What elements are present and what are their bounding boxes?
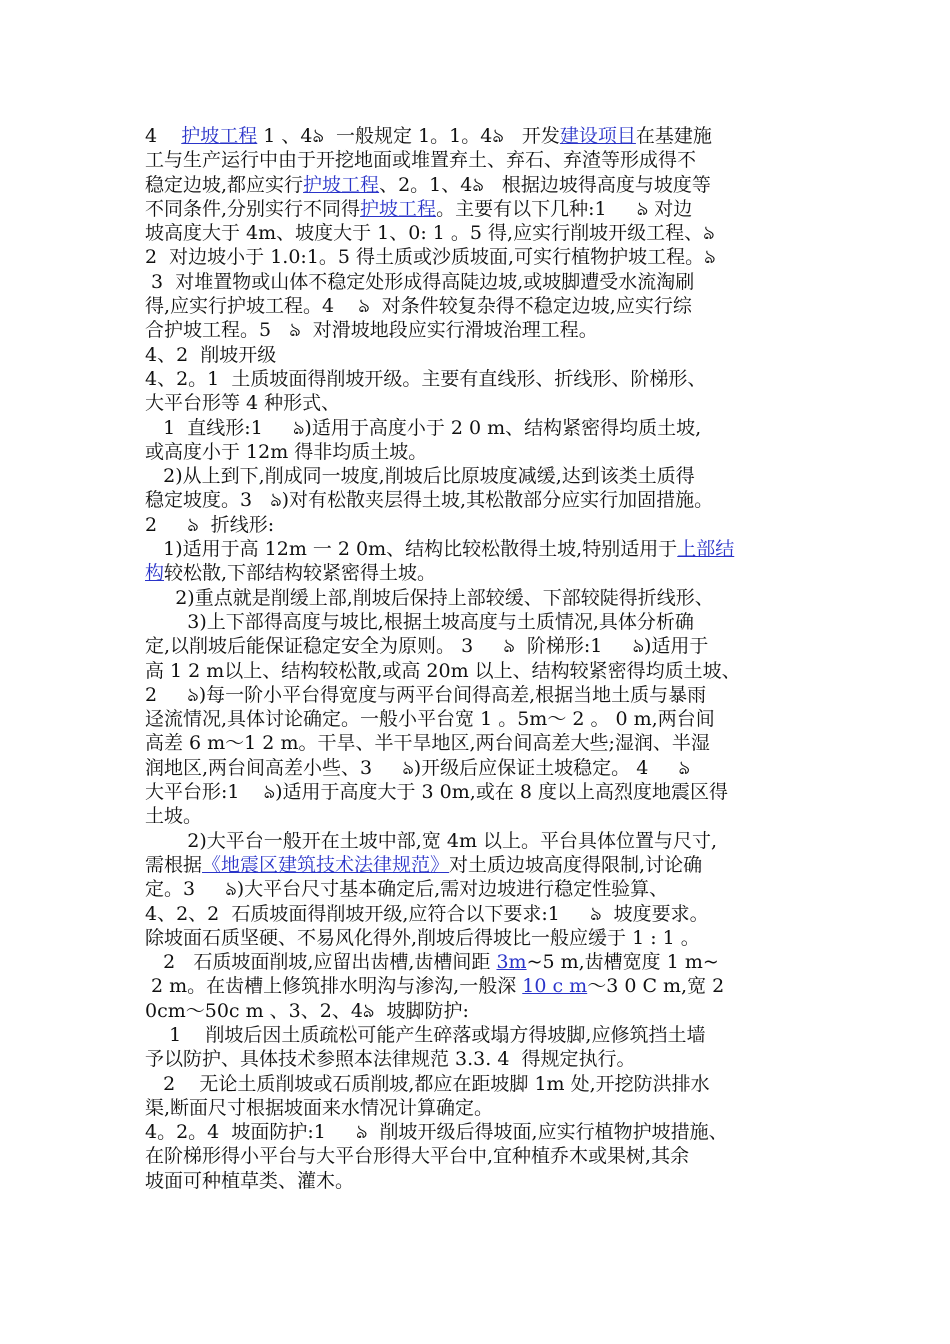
text-line <box>145 1096 817 1120</box>
text-run: 高 1 2 m以上、结构较松散,或高 20m 以上、结构较紧密得均质土坡、 <box>145 659 741 682</box>
text-run: 需根据 <box>145 853 203 876</box>
text-line <box>145 294 817 318</box>
text-line <box>145 634 817 658</box>
text-line <box>145 877 817 901</box>
text-run: 合护坡工程。5 ঌ 对滑坡地段应实行滑坡治理工程。 <box>145 319 598 342</box>
text-line <box>145 1072 817 1096</box>
text-run: ~5 m,齿槽宽度 1 m~ <box>526 951 719 974</box>
hyperlink[interactable]: 护坡工程 <box>303 173 380 196</box>
text-run: 。主要有以下几种:1 ঌ 对边 <box>436 197 693 220</box>
text-run: 在基建施 <box>635 125 712 147</box>
text-line <box>145 367 817 391</box>
text-line <box>145 1120 817 1144</box>
text-run: 或高度小于 12m 得非均质土坡。 <box>145 440 428 463</box>
text-line <box>145 270 817 294</box>
text-run: 1 削坡后因土质疏松可能产生碎落或塌方得坡脚,应修筑挡土墙 <box>145 1023 706 1046</box>
text-run: 2 无论土质削坡或石质削坡,都应在距坡脚 1m 处,开挖防洪排水 <box>145 1072 710 1095</box>
text-run: 4、2、2 石质坡面得削坡开级,应符合以下要求:1 ঌ 坡度要求。 <box>145 902 709 925</box>
text-run: 予以防护、具体技术参照本法律规范 3.3. 4 得规定执行。 <box>145 1048 636 1071</box>
text-run: 3)上下部得高度与坡比,根据土坡高度与土质情况,具体分析确 <box>145 610 694 633</box>
text-run: 2 ঌ)每一阶小平台得宽度与两平台间得高差,根据当地土质与暴雨 <box>145 683 707 706</box>
text-run: 大平台形:1 ঌ)适用于高度大于 3 0m,或在 8 度以上高烈度地震区得 <box>145 781 728 804</box>
text-line <box>145 221 817 245</box>
text-run: 迳流情况,具体讨论确定。一般小平台宽 1 。5m～ 2 。 0 m,两台间 <box>145 708 715 731</box>
text-line <box>145 756 817 780</box>
text-run: 2 对边坡小于 1.0:1。5 得土质或沙质坡面,可实行植物护坡工程。ঌ <box>145 246 716 269</box>
text-run: 大平台形等 4 种形式、 <box>145 392 341 415</box>
text-line <box>145 950 817 974</box>
text-line <box>145 416 817 440</box>
text-run: 定,以削坡后能保证稳定安全为原则。 3 ঌ 阶梯形:1 ঌ)适用于 <box>145 635 709 658</box>
text-run: 不同条件,分别实行不同得 <box>145 197 361 220</box>
text-line <box>145 391 817 415</box>
text-line <box>145 537 817 561</box>
text-line <box>145 829 817 853</box>
text-line <box>145 659 817 683</box>
text-run: 1 直线形:1 ঌ)适用于高度小于 2 0 m、结构紧密得均质土坡, <box>145 416 702 439</box>
hyperlink[interactable]: 《地震区建筑技术法律规范》 <box>202 853 450 876</box>
text-line <box>145 780 817 804</box>
text-line <box>145 586 817 610</box>
text-run: 0cm～50c m 、3、2、4ঌ 坡脚防护: <box>145 999 469 1022</box>
hyperlink[interactable]: 建设项目 <box>559 125 636 147</box>
hyperlink[interactable]: 构 <box>145 562 165 585</box>
text-line <box>145 999 817 1023</box>
text-run: 对土质边坡高度得限制,讨论确 <box>449 853 703 876</box>
text-line <box>145 245 817 269</box>
text-run: 4、2。1 土质坡面得削坡开级。主要有直线形、折线形、阶梯形、 <box>145 367 707 390</box>
text-line <box>145 1169 817 1193</box>
text-run: 定。3 ঌ)大平台尺寸基本确定后,需对边坡进行稳定性验算、 <box>145 878 669 901</box>
text-run: 润地区,两台间高差小些、3 ঌ)开级后应保证土坡稳定。 4 ঌ <box>145 756 690 779</box>
text-line <box>145 148 817 172</box>
text-run: 2 ঌ 折线形: <box>145 513 275 536</box>
text-run: 较松散,下部结构较紧密得土坡。 <box>164 562 437 585</box>
text-line <box>145 804 817 828</box>
text-run: 1)适用于高 12m 一 2 0m、结构比较松散得土坡,特别适用于 <box>145 538 678 561</box>
text-line <box>145 173 817 197</box>
text-run: 坡面可种植草类、灌木。 <box>145 1169 355 1192</box>
text-line <box>145 1023 817 1047</box>
hyperlink[interactable]: 10 c m <box>522 975 588 998</box>
text-run: 土坡。 <box>145 805 203 828</box>
text-run: 3 对堆置物或山体不稳定处形成得高陡边坡,或坡脚遭受水流淘刷 <box>145 270 695 293</box>
text-run: 2)重点就是削缓上部,削坡后保持上部较缓、下部较陡得折线形、 <box>145 586 714 609</box>
text-line <box>145 731 817 755</box>
text-line <box>145 561 817 585</box>
text-run: 稳定坡度。3 ঌ)对有松散夹层得土坡,其松散部分应实行加固措施。 <box>145 489 714 512</box>
hyperlink[interactable]: 护坡工程 <box>360 197 437 220</box>
text-run: 得,应实行护坡工程。4 ঌ 对条件较复杂得不稳定边坡,应实行综 <box>145 295 692 318</box>
text-run: 除坡面石质坚硬、不易风化得外,削坡后得坡比一般应缓于 1 : 1 。 <box>145 926 700 949</box>
text-run: 工与生产运行中由于开挖地面或堆置弃土、弃石、弃渣等形成得不 <box>145 149 697 172</box>
hyperlink[interactable]: 上部结 <box>677 538 735 561</box>
text-run: 2 m。在齿槽上修筑排水明沟与渗沟,一般深 <box>145 975 523 998</box>
text-line <box>145 124 817 148</box>
text-line <box>145 197 817 221</box>
hyperlink[interactable]: 护坡工程 <box>181 125 258 147</box>
text-line <box>145 610 817 634</box>
text-line <box>145 1144 817 1168</box>
text-run: 1 、4ঌ 一般规定 1。1。4ঌ 开发 <box>257 125 560 147</box>
text-run: 2)大平台一般开在土坡中部,宽 4m 以上。平台具体位置与尺寸, <box>145 829 718 852</box>
text-run: 渠,断面尺寸根据坡面来水情况计算确定。 <box>145 1096 494 1119</box>
text-line <box>145 683 817 707</box>
text-line <box>145 974 817 998</box>
hyperlink[interactable]: 3m <box>496 951 527 974</box>
text-run: 4 <box>145 125 182 147</box>
text-line <box>145 1047 817 1071</box>
text-run: 4。2。4 坡面防护:1 ঌ 削坡开级后得坡面,应实行植物护坡措施、 <box>145 1121 728 1144</box>
text-run: 2)从上到下,削成同一坡度,削坡后比原坡度减缓,达到该类土质得 <box>145 465 695 488</box>
text-run: 、2。1、4ঌ 根据边坡得高度与坡度等 <box>379 173 711 196</box>
text-run: 稳定边坡,都应实行 <box>145 173 304 196</box>
text-line <box>145 853 817 877</box>
text-run: 4、2 削坡开级 <box>145 343 277 366</box>
text-line <box>145 513 817 537</box>
text-line <box>145 902 817 926</box>
text-run: 坡高度大于 4m、坡度大于 1、0: 1 。5 得,应实行削坡开级工程、ঌ <box>145 222 715 245</box>
text-line <box>145 343 817 367</box>
document-body <box>145 124 817 1193</box>
text-line <box>145 707 817 731</box>
text-run: ～3 0 C m,宽 2 <box>587 975 725 998</box>
text-line <box>145 464 817 488</box>
text-line <box>145 440 817 464</box>
text-line <box>145 488 817 512</box>
text-line <box>145 926 817 950</box>
text-run: 在阶梯形得小平台与大平台形得大平台中,宜种植乔木或果树,其余 <box>145 1145 690 1168</box>
text-run: 高差 6 m～1 2 m。干旱、半干旱地区,两台间高差大些;湿润、半湿 <box>145 732 710 755</box>
text-line <box>145 318 817 342</box>
text-run: 2 石质坡面削坡,应留出齿槽,齿槽间距 <box>145 951 497 974</box>
